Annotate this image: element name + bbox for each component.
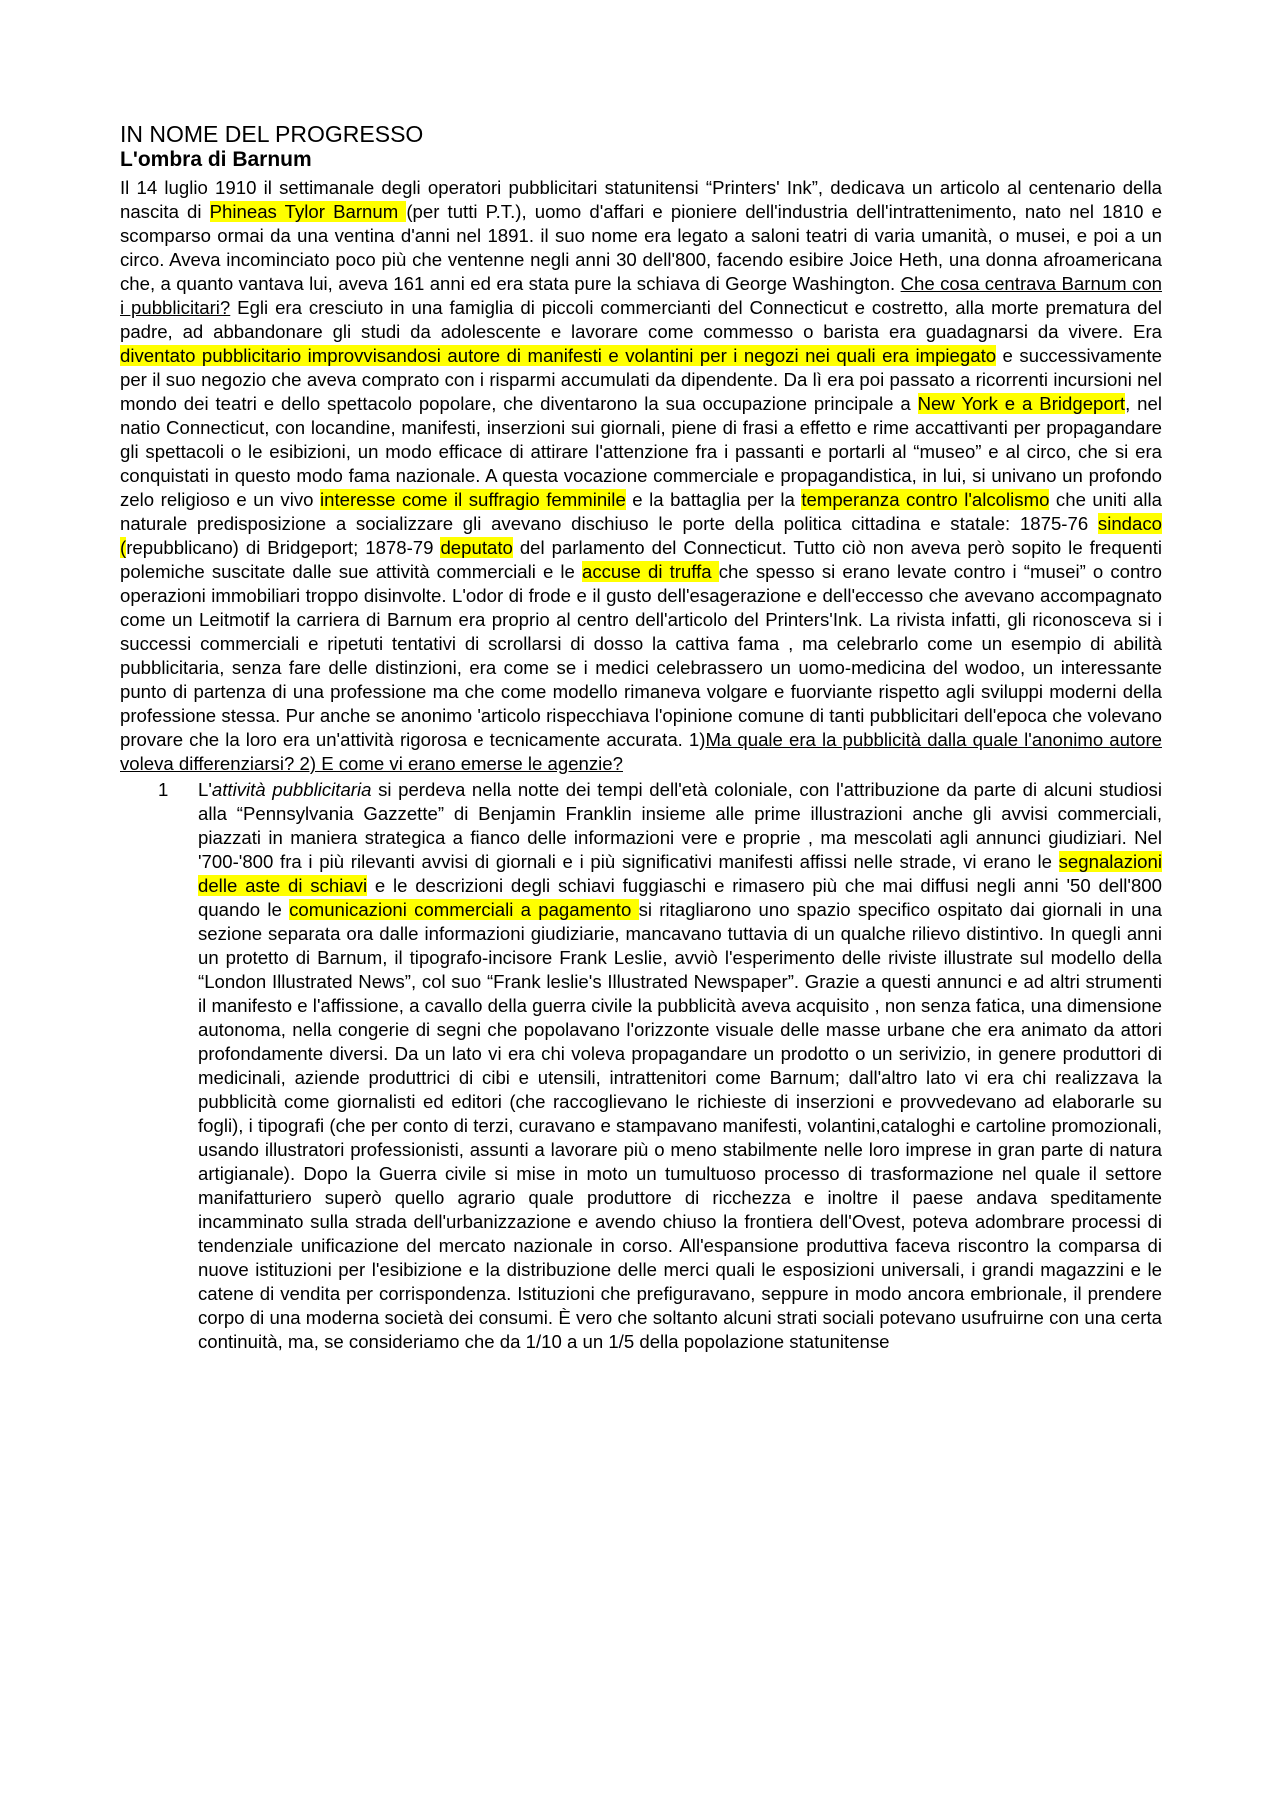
list-item-text bbox=[198, 778, 1162, 1354]
text-run: si ritagliarono uno spazio specifico ospitato dai giornali in una sezione separata ora dalle informazioni giudiziarie, mancavano tuttavia di un qualche rilievo distintivo. In quegli anni un protetto di Barnum, il tipografo-incisore Frank Leslie, avviò l'esperimento delle riviste illustrate sul modello della “London Illustrated News”, col suo “Frank leslie's Illustrated Newspaper”. Grazie a questi annunci e ad altri strumenti il manifesto e l'affissione, a cavallo della guerra civile la pubblicità aveva acquisito , non senza fatica, una dimensione autonoma, nella congerie di segni che popolavano l'orizzonte visuale delle masse urbane che era animato da attori profondamente diversi. Da un lato vi era chi voleva propagandare un prodotto o un serivizio, in genere produttori di medicinali, aziende produttrici di cibi e utensili, intrattenitori come Barnum; dall'altro lato vi era chi realizzava la pubblicità come giornalisti ed editori (che raccoglievano le richieste di inserzioni e provvedevano ad elaborarle su fogli), i tipografi (che per conto di terzi, curavano e stampavano manifesti, volantini,cataloghi e cartoline promozionali, usando illustratori professionisti, assunti a lavorare più o meno stabilmente nelle loro imprese in gran parte di natura artigianale). Dopo la Guerra civile si mise in moto un tumultuoso processo di trasformazione nel quale il settore manifatturiero superò quello agrario quale produttore di ricchezza e inoltre il paese andava speditamente incamminato sulla strada dell'urbanizzazione e avendo chiuso la frontiera dell'Ovest, poteva adombrare processi di tendenziale unificazione del mercato nazionale in corso. All'espansione produttiva faceva riscontro la comparsa di nuove istituzioni per l'esibizione e la distribuzione delle merci quali le esposizioni universali, i grandi magazzini e le catene di vendita per corrispondenza. Istituzioni che prefiguravano, seppure in modo ancora embrionale, il prendere corpo di una moderna società dei consumi. È vero che soltanto alcuni strati sociali potevano usufruirne con una certa continuità, ma, se consideriamo che da 1/10 a un 1/5 della popolazione statunitense bbox=[198, 899, 1162, 1352]
highlighted-text: segnalazioni delle aste di schiavi bbox=[198, 851, 1162, 896]
document-page bbox=[120, 120, 1162, 1354]
numbered-list bbox=[120, 778, 1162, 1354]
body-paragraph bbox=[120, 176, 1162, 776]
highlighted-text: interesse come il suffragio femminile bbox=[320, 489, 626, 510]
italic-text: attività pubblicitaria bbox=[211, 779, 372, 800]
text-run: e la battaglia per la bbox=[625, 489, 802, 510]
highlighted-text: New York e a Bridgeport bbox=[917, 393, 1126, 414]
highlighted-text: temperanza contro l'alcolismo bbox=[801, 489, 1050, 510]
text-run: del parlamento del Connecticut. Tutto ciò non aveva però sopito le frequenti polemiche suscitate dalle sue attività commerciali e le bbox=[120, 537, 1162, 582]
text-run: e successivamente per il suo negozio che aveva comprato con i risparmi accumulati da dipendente. Da lì era poi passato a ricorrenti incursioni nel mondo dei teatri e dello spettacolo popolare, che diventarono la sua occupazione principale a bbox=[120, 345, 1162, 414]
highlighted-text: diventato pubblicitario improvvisandosi autore di manifesti e volantini per i negozi nei quali era impiegato bbox=[120, 345, 997, 366]
text-run: , nel natio Connecticut, con locandine, manifesti, inserzioni sui giornali, piene di frasi a effetto e rime accattivanti per propagandare gli spettacoli o le esibizioni, un modo efficace di attirare l'attenzione fra i passanti e portarli al “museo” e al circo, che si era conquistati in questo modo fama nazionale. A questa vocazione commerciale e propagandistica, in lui, si univano un profondo zelo religioso e un vivo bbox=[120, 393, 1162, 510]
text-run: che uniti alla naturale predisposizione a socializzare gli avevano dischiuso le porte della politica cittadina e statale: 1875-76 bbox=[120, 489, 1162, 534]
text-run: e le descrizioni degli schiavi fuggiaschi e rimasero più che mai diffusi negli anni '50 dell'800 quando le bbox=[198, 875, 1162, 920]
highlighted-text: sindaco ( bbox=[120, 513, 1162, 558]
text-run: Il 14 luglio 1910 il settimanale degli operatori pubblicitari statunitensi “Printers' Ink”, dedicava un articolo al centenario della nascita di bbox=[120, 177, 1162, 222]
text-run: (per tutti P.T.), uomo d'affari e pioniere dell'industria dell'intrattenimento, nato nel 1810 e scomparso ormai da una ventina d'anni nel 1891. il suo nome era legato a saloni teatri di varia umanità, o musei, e poi a un circo. Aveva incominciato poco più che ventenne negli anni 30 dell'800, facendo esibire Joice Heth, una donna afroamericana che, a quanto vantava lui, aveva 161 anni ed era stata pure la schiava di George Washington. bbox=[120, 201, 1162, 294]
text-run: che spesso si erano levate contro i “musei” o contro operazioni immobiliari troppo disinvolte. L'odor di frode e il gusto dell'esagerazione e dell'eccesso che avevano accompagnato come un Leitmotif la carriera di Barnum era proprio al centro dell'articolo del Printers'Ink. La rivista infatti, gli riconosceva si i successi commerciali e ripetuti tentativi di scrollarsi di dosso la cattiva fama , ma celebrarlo come un esempio di abilità pubblicitaria, senza fare delle distinzioni, era come se i medici celebrassero un uomo-medicina del wodoo, un interessante punto di partenza di una professione ma che come modello rimaneva volgare e fuorviante rispetto agli sviluppi moderni della professione stessa. Pur anche se anonimo 'articolo rispecchiava l'opinione comune di tanti pubblicitari dell'epoca che volevano provare che la loro era un'attività rigorosa e tecnicamente accurata. 1) bbox=[120, 561, 1163, 750]
highlighted-text: comunicazioni commerciali a pagamento bbox=[289, 899, 639, 920]
text-run: repubblicano) di Bridgeport; 1878-79 bbox=[126, 537, 441, 558]
highlighted-text: deputato bbox=[440, 537, 513, 558]
list-item-number: 1 bbox=[158, 779, 169, 800]
highlighted-text: accuse di truffa bbox=[581, 561, 719, 582]
document-title: IN NOME DEL PROGRESSO bbox=[120, 121, 424, 147]
text-run: Egli era cresciuto in una famiglia di piccoli commercianti del Connecticut e costretto, alla morte prematura del padre, ad abbandonare gli studi da adolescente e lavorare come commesso o barista era guadagnarsi da vivere. Era bbox=[120, 297, 1162, 342]
text-run: L' bbox=[198, 779, 212, 800]
list-item bbox=[120, 778, 1162, 1354]
underlined-text: Che cosa centrava Barnum con i pubblicitari? bbox=[120, 273, 1162, 318]
section-subtitle: L'ombra di Barnum bbox=[120, 148, 312, 171]
text-run: si perdeva nella notte dei tempi dell'età coloniale, con l'attribuzione da parte di alcuni studiosi alla “Pennsylvania Gazzette” di Benjamin Franklin insieme alle prime illustrazioni anche gli avvisi commerciali, piazzati in maniera strategica a fianco delle informazioni vere e proprie , ma mescolati agli annunci giudiziari. Nel '700-'800 fra i più rilevanti avvisi di giornali e i più significativi manifesti affissi nelle strade, vi erano le bbox=[198, 779, 1162, 872]
underlined-text: Ma quale era la pubblicità dalla quale l'anonimo autore voleva differenziarsi? 2) E come vi erano emerse le agenzie? bbox=[120, 729, 1162, 774]
highlighted-text: Phineas Tylor Barnum bbox=[209, 201, 407, 222]
